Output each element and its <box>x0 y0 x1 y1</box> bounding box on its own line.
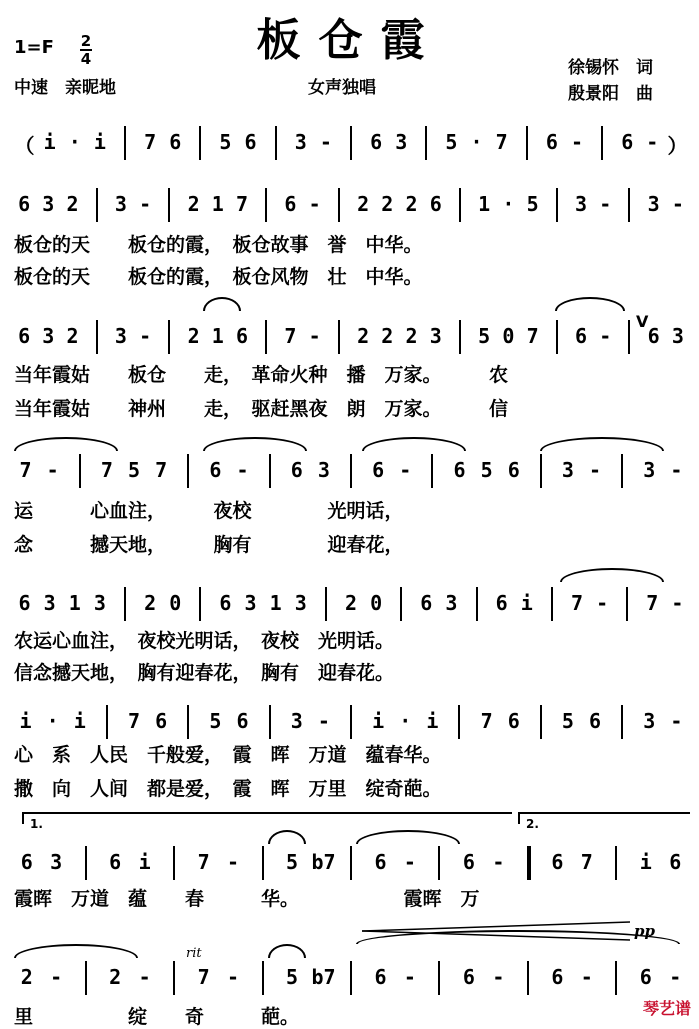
note: 6 <box>429 192 442 216</box>
note: 3 <box>114 192 127 216</box>
barline <box>350 454 352 488</box>
note: - <box>671 192 684 216</box>
barline <box>601 126 603 160</box>
barline <box>96 320 98 354</box>
note: 3 <box>294 130 307 154</box>
note: - <box>139 324 152 348</box>
note: 6 <box>372 458 385 482</box>
note: 7 <box>526 324 539 348</box>
note: 2 <box>144 591 157 615</box>
note: 7 <box>155 458 168 482</box>
note: 7 <box>197 965 210 989</box>
note: 2 <box>66 192 79 216</box>
note: 6 <box>420 591 433 615</box>
watermark-logo: 琴艺谱 <box>642 999 691 1018</box>
note: 7 <box>495 130 508 154</box>
note: 5 <box>526 192 539 216</box>
volta-2-bracket <box>518 812 690 824</box>
time-signature <box>80 34 92 66</box>
time-bottom: 4 <box>80 50 92 68</box>
barline <box>350 126 352 160</box>
note: i <box>19 709 32 733</box>
note: 6 <box>209 458 222 482</box>
slur <box>268 944 306 958</box>
note: 6 <box>575 324 588 348</box>
note: 5 <box>286 850 299 874</box>
note: 3 <box>290 709 303 733</box>
barline <box>556 320 558 354</box>
note: 6 <box>551 850 564 874</box>
slur <box>203 437 307 451</box>
barline <box>338 188 340 222</box>
note: 6 <box>290 458 303 482</box>
note: - <box>317 709 330 733</box>
note: 1 <box>211 324 224 348</box>
note: 3 <box>671 324 684 348</box>
barline <box>621 705 623 739</box>
barline <box>265 320 267 354</box>
notation-line <box>0 318 699 358</box>
note: 3 <box>42 324 55 348</box>
note: - <box>227 965 240 989</box>
note: 7 <box>646 591 659 615</box>
barline <box>628 320 630 354</box>
note: - <box>599 324 612 348</box>
note: - <box>492 965 505 989</box>
lyric-line-4a: 运 心血注， 夜校 光明话， <box>14 500 404 522</box>
barline <box>168 188 170 222</box>
note: - <box>319 130 332 154</box>
note: 6 <box>169 130 182 154</box>
note: i <box>639 850 652 874</box>
barline <box>262 846 264 880</box>
note: 5 <box>478 324 491 348</box>
barline <box>199 126 201 160</box>
note: 2 <box>405 324 418 348</box>
note: 2 <box>344 591 358 615</box>
note: 7 <box>128 709 141 733</box>
barline <box>338 320 340 354</box>
note: - <box>403 850 416 874</box>
note: - <box>236 458 249 482</box>
barline <box>527 961 529 995</box>
lyric-line-3b: 当年霞姑 神州 走， 驱赶黑夜 朗 万家。 信 <box>14 398 509 420</box>
barline <box>615 846 617 880</box>
notation-line <box>0 959 699 999</box>
barline <box>96 188 98 222</box>
note: b7 <box>311 850 336 874</box>
slur <box>203 297 241 311</box>
barline <box>173 961 175 995</box>
volta-2-label: 2. <box>526 817 539 831</box>
note: - <box>570 130 584 154</box>
note: 2 <box>357 324 370 348</box>
note: 6 <box>155 709 168 733</box>
note: 3 <box>395 130 408 154</box>
barline <box>425 126 427 160</box>
note: - <box>308 192 321 216</box>
note: 2 <box>66 324 79 348</box>
note: 5 <box>561 709 574 733</box>
repeat-barline <box>527 846 531 880</box>
note: 0 <box>169 591 182 615</box>
note: 7 <box>100 458 113 482</box>
barline <box>476 587 478 621</box>
note: 6 <box>374 965 387 989</box>
barline <box>540 454 542 488</box>
note: 2 <box>187 324 200 348</box>
barline <box>459 188 461 222</box>
note: 6 <box>639 965 652 989</box>
note: 6 <box>244 130 257 154</box>
note: 6 <box>219 591 232 615</box>
note: i <box>73 709 86 733</box>
barline <box>187 705 189 739</box>
note: 2 <box>109 965 122 989</box>
slur <box>14 944 138 958</box>
note: - <box>671 591 684 615</box>
note: 1 <box>478 192 491 216</box>
note: 1 <box>269 591 282 615</box>
note: 7 <box>197 850 210 874</box>
barline <box>626 587 628 621</box>
note: 6 <box>507 458 520 482</box>
slur <box>356 830 460 844</box>
lyric-line-3a: 当年霞姑 板仓 走， 革命火种 播 万家。 农 <box>14 364 509 386</box>
note: i <box>93 130 106 154</box>
barline <box>124 587 126 621</box>
note: 6 <box>621 130 634 154</box>
note: 3 <box>647 192 660 216</box>
lyric-line-4b: 念 撼天地， 胸有 迎春花， <box>14 534 404 556</box>
song-title: 板仓霞 <box>256 15 443 66</box>
barline <box>458 705 460 739</box>
note: 2 <box>381 192 394 216</box>
key-signature: 1=F <box>14 37 54 58</box>
barline <box>262 961 264 995</box>
note: 6 <box>18 324 31 348</box>
note: 6 <box>284 192 297 216</box>
note: 2 <box>405 192 418 216</box>
note: b7 <box>311 965 336 989</box>
barline <box>459 320 461 354</box>
barline <box>85 961 87 995</box>
barline <box>85 846 87 880</box>
note: 6 <box>551 965 564 989</box>
note: · <box>470 130 483 154</box>
barline <box>269 454 271 488</box>
note: - <box>403 965 416 989</box>
ritardando-mark: rit <box>186 946 202 961</box>
lyric-line-8: 里 绽 奇 葩。 <box>14 1006 300 1028</box>
note: 7 <box>144 130 157 154</box>
barline <box>350 705 352 739</box>
note: 3 <box>42 192 55 216</box>
note: 2 <box>381 324 394 348</box>
slur <box>560 568 664 582</box>
note: 3 <box>50 850 63 874</box>
note: 1 <box>211 192 224 216</box>
notation-line <box>0 186 699 226</box>
note: - <box>139 192 152 216</box>
lyric-line-5a: 农运心血注， 夜校光明话， 夜校 光明话。 <box>14 630 395 652</box>
note: 3 <box>561 458 574 482</box>
note: 6 <box>462 850 475 874</box>
note: 6 <box>669 850 682 874</box>
performance-note: 女声独唱 <box>308 78 376 98</box>
lyric-line-6b: 撒 向 人间 都是爱， 霞 晖 万里 绽奇葩。 <box>14 778 442 800</box>
note: 7 <box>284 324 297 348</box>
note: i <box>43 130 56 154</box>
barline <box>438 846 440 880</box>
barline <box>168 320 170 354</box>
note: 6 <box>647 324 660 348</box>
note: - <box>589 458 602 482</box>
barline <box>526 126 528 160</box>
note: 7 <box>580 850 593 874</box>
note: 3 <box>643 458 656 482</box>
note: 5 <box>286 965 299 989</box>
note: · <box>399 709 412 733</box>
notation-line <box>0 585 699 625</box>
barline <box>350 961 352 995</box>
barline <box>173 846 175 880</box>
note: - <box>670 709 683 733</box>
note: 3 <box>317 458 330 482</box>
note: 6 <box>462 965 475 989</box>
note: （ <box>14 134 35 158</box>
note: 5 <box>219 130 232 154</box>
tempo-marking: 中速 亲昵地 <box>14 78 116 98</box>
note: 6 <box>545 130 558 154</box>
slur <box>14 437 118 451</box>
note: - <box>227 850 240 874</box>
note: 2 <box>20 965 33 989</box>
note: - <box>596 591 609 615</box>
lyric-line-2a: 板仓的天 板仓的霞， 板仓故事 誉 中华。 <box>14 234 423 256</box>
note: · <box>68 130 81 154</box>
note: 7 <box>236 192 249 216</box>
note: - <box>50 965 63 989</box>
barline <box>325 587 327 621</box>
note: 3 <box>575 192 588 216</box>
note: i <box>426 709 439 733</box>
note: 5 <box>209 709 222 733</box>
note: - <box>646 130 659 154</box>
barline <box>400 587 402 621</box>
barline <box>106 705 108 739</box>
note: 6 <box>18 591 31 615</box>
barline <box>199 587 201 621</box>
note: 3 <box>114 324 127 348</box>
composer: 殷景阳 曲 <box>568 84 653 104</box>
note: 0 <box>502 324 515 348</box>
note: 5 <box>445 130 458 154</box>
note: 5 <box>480 458 493 482</box>
note: - <box>580 965 593 989</box>
slur <box>268 830 306 844</box>
note: 7 <box>480 709 493 733</box>
note: i <box>372 709 385 733</box>
note: - <box>46 458 59 482</box>
time-top: 2 <box>80 32 92 50</box>
volta-1-label: 1. <box>30 817 43 831</box>
note: 3 <box>643 709 656 733</box>
note: i <box>138 850 151 874</box>
slur <box>540 437 664 451</box>
slur <box>555 297 625 311</box>
notation-line <box>0 452 699 492</box>
note: 3 <box>93 591 106 615</box>
note: - <box>669 965 682 989</box>
note: 3 <box>43 591 56 615</box>
barline <box>350 846 352 880</box>
slur <box>362 437 466 451</box>
note: i <box>520 591 533 615</box>
note: 3 <box>429 324 442 348</box>
notation-line <box>0 844 699 884</box>
lyric-line-5b: 信念撼天地， 胸有迎春花， 胸有 迎春花。 <box>14 662 395 684</box>
note: 0 <box>370 591 383 615</box>
pianissimo-mark: pp <box>634 922 655 940</box>
note: 6 <box>236 709 249 733</box>
note: - <box>599 192 612 216</box>
barline <box>275 126 277 160</box>
barline <box>187 454 189 488</box>
note: 1 <box>68 591 81 615</box>
note: 7 <box>19 458 32 482</box>
lyric-line-7: 霞晖 万道 蕴 春 华。 霞晖 万 <box>14 888 480 910</box>
note: 6 <box>109 850 122 874</box>
note: 3 <box>294 591 307 615</box>
diminuendo-hairpin <box>362 920 632 942</box>
barline <box>431 454 433 488</box>
barline <box>615 961 617 995</box>
note: 5 <box>128 458 141 482</box>
note: 7 <box>570 591 584 615</box>
barline <box>628 188 630 222</box>
barline <box>79 454 81 488</box>
note: - <box>492 850 505 874</box>
lyric-line-2b: 板仓的天 板仓的霞， 板仓风物 壮 中华。 <box>14 266 423 288</box>
lyricist: 徐锡怀 词 <box>568 58 653 78</box>
lyric-line-6a: 心 系 人民 千般爱， 霞 晖 万道 蕴春华。 <box>14 744 442 766</box>
barline <box>540 705 542 739</box>
note: - <box>670 458 683 482</box>
note: 6 <box>20 850 33 874</box>
note: 6 <box>495 591 508 615</box>
note: - <box>138 965 151 989</box>
note: 6 <box>18 192 31 216</box>
note: · <box>46 709 59 733</box>
note: 3 <box>244 591 257 615</box>
barline <box>124 126 126 160</box>
note: 3 <box>445 591 458 615</box>
barline <box>551 587 553 621</box>
note: 6 <box>589 709 602 733</box>
barline <box>438 961 440 995</box>
note: - <box>308 324 321 348</box>
notation-line <box>0 124 699 164</box>
note: 6 <box>236 324 249 348</box>
barline <box>621 454 623 488</box>
note: 6 <box>374 850 387 874</box>
notation-line <box>0 703 699 743</box>
barline <box>556 188 558 222</box>
note: 2 <box>187 192 200 216</box>
volta-1-bracket <box>22 812 512 824</box>
breath-mark: V <box>636 312 649 331</box>
note: · <box>502 192 515 216</box>
note: ） <box>667 134 688 158</box>
note: 2 <box>357 192 370 216</box>
note: 6 <box>370 130 383 154</box>
note: 6 <box>453 458 466 482</box>
barline <box>265 188 267 222</box>
barline <box>269 705 271 739</box>
note: - <box>399 458 412 482</box>
note: 6 <box>507 709 520 733</box>
